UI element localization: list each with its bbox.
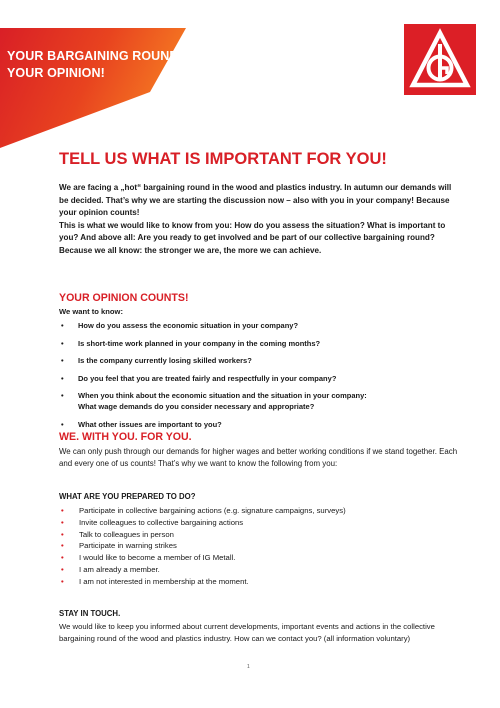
question-item (59, 355, 459, 366)
bullet-icon: • (61, 419, 64, 429)
bullet-icon: • (61, 321, 64, 330)
banner-title (7, 48, 182, 82)
question-item (59, 390, 459, 412)
question-text: When you think about the economic situation and the situation in your company: (78, 391, 367, 400)
bullet-icon: • (61, 338, 64, 348)
question-text-continued: What wage demands do you consider necessary and appropriate? (78, 402, 315, 411)
opinion-section (59, 292, 459, 436)
question-text: Is short-time work planned in your company in the coming months? (78, 338, 321, 348)
question-item (59, 373, 459, 384)
bullet-icon: • (61, 517, 64, 527)
header-banner (0, 0, 190, 150)
with-you-heading: WE. WITH YOU. FOR YOU. (59, 431, 192, 443)
option-text: Invite colleagues to collective bargaining actions (79, 517, 244, 527)
question-text: How do you assess the economic situation in your company? (78, 321, 299, 330)
ig-metall-logo-icon (404, 24, 476, 95)
stay-heading: STAY IN TOUCH. (59, 609, 121, 618)
prepared-section (59, 492, 459, 588)
question-text: What other issues are important to you? (78, 419, 222, 429)
question-item (59, 419, 459, 430)
question-text: Do you feel that you are treated fairly and respectfully in your company? (78, 373, 337, 383)
question-item (59, 320, 459, 331)
bullet-icon: • (61, 529, 64, 539)
bullet-icon: • (61, 356, 64, 365)
intro-text (59, 182, 455, 258)
bullet-icon: • (61, 506, 64, 515)
intro-paragraph-1: We are facing a „hot“ bargaining round in the wood and plastics industry. In autumn our demands will be decided. That’s why we are starting the discussion now – also with you in your company! Because your opinion counts! (59, 183, 452, 218)
option-item[interactable] (59, 576, 459, 588)
bullet-icon: • (61, 373, 64, 383)
question-item (59, 338, 459, 349)
main-heading: TELL US WHAT IS IMPORTANT FOR YOU! (59, 150, 387, 168)
opinion-heading: YOUR OPINION COUNTS! (59, 292, 189, 304)
option-item[interactable] (59, 517, 459, 529)
opinion-subheading: We want to know: (59, 307, 123, 316)
bullet-icon: • (61, 576, 64, 586)
bullet-icon: • (61, 564, 64, 574)
prepared-heading: WHAT ARE YOU PREPARED TO DO? (59, 492, 196, 501)
option-item[interactable] (59, 540, 459, 552)
stay-in-touch-section (59, 609, 459, 646)
question-list (59, 320, 459, 430)
with-you-section (59, 431, 459, 471)
banner-line-1: YOUR BARGAINING ROUND. (7, 49, 183, 63)
option-text: Participate in collective bargaining actions (e.g. signature campaigns, surveys) (79, 506, 346, 515)
option-text: Participate in warning strikes (79, 541, 177, 551)
question-text: Is the company currently losing skilled workers? (78, 356, 252, 365)
page-number: 1 (247, 664, 250, 670)
banner-line-2: YOUR OPINION! (7, 66, 105, 80)
option-text: I am not interested in membership at the moment. (79, 576, 249, 586)
option-item[interactable] (59, 505, 459, 517)
option-text: I am already a member. (79, 564, 160, 574)
intro-paragraph-2: This is what we would like to know from you: How do you assess the situation? What is important to you? And above all: Are you ready to get involved and be part of our collective bargaining round? Because we all know: the stronger we are, the more we can achieve. (59, 220, 446, 255)
bullet-icon: • (61, 553, 64, 563)
stay-text: We would like to keep you informed about current developments, important events and actions in the collective bargaining round of the wood and plastics industry. How can we contact you? (all information voluntary) (59, 622, 435, 644)
option-text: Talk to colleagues in person (79, 529, 174, 539)
bullet-icon: • (61, 391, 64, 400)
option-item[interactable] (59, 552, 459, 564)
with-you-text: We can only push through our demands for higher wages and better working conditions if we stand together. Each and every one of us counts! That’s why we want to know the following from you: (59, 447, 458, 469)
option-item[interactable] (59, 529, 459, 541)
option-text: I would like to become a member of IG Metall. (79, 553, 236, 563)
option-list (59, 505, 459, 588)
option-item[interactable] (59, 564, 459, 576)
bullet-icon: • (61, 541, 64, 551)
